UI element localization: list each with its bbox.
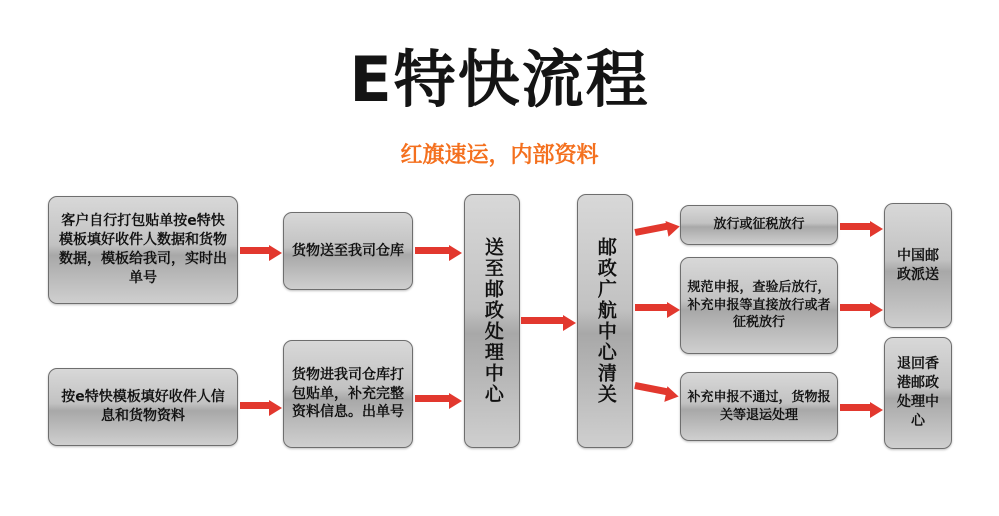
- arrow-n6-n9: [635, 385, 680, 394]
- page-title: E特快流程: [349, 43, 650, 116]
- arrow-n6-n7: [635, 223, 680, 232]
- node-goods-in-warehouse[interactable]: 货物进我司仓库打包贴单，补充完整资料信息。出单号: [283, 340, 413, 448]
- node-guanghang-customs[interactable]: 邮政广航中心清关: [577, 194, 633, 448]
- node-release-or-tax[interactable]: 放行或征税放行: [680, 205, 838, 245]
- node-goods-to-warehouse[interactable]: 货物送至我司仓库: [283, 212, 413, 290]
- node-customer-self-pack[interactable]: 客户自行打包贴单按e特快模板填好收件人数据和货物数据，模板给我司，实时出单号: [48, 196, 238, 304]
- node-china-post-delivery[interactable]: 中国邮政派送: [884, 203, 952, 328]
- node-fill-template[interactable]: 按e特快模板填好收件人信息和货物资料: [48, 368, 238, 446]
- node-send-to-post-center[interactable]: 送至邮政处理中心: [464, 194, 520, 448]
- page-subtitle: 红旗速运，内部资料: [400, 143, 599, 168]
- node-standard-declaration[interactable]: 规范申报，查验后放行，补充申报等直接放行或者征税放行: [680, 257, 838, 354]
- node-return-hk-post[interactable]: 退回香港邮政处理中心: [884, 337, 952, 449]
- node-declaration-failed[interactable]: 补充申报不通过，货物报关等退运处理: [680, 372, 838, 441]
